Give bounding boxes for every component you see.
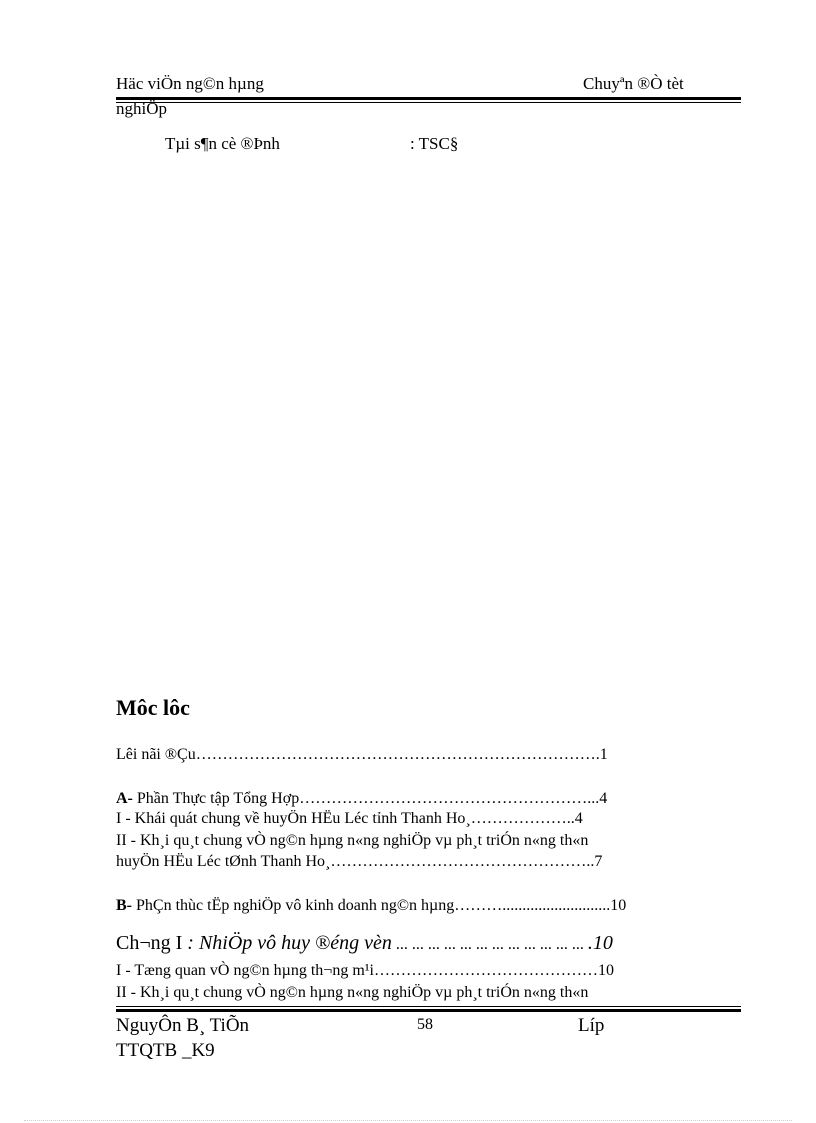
toc-a-item-2-line1: II - Kh¸i qu¸t chung vÒ ng©n hµng n«ng nghiÖp vµ ph¸t triÓn n«ng th«n	[116, 832, 589, 849]
toc-chapter-1	[116, 932, 613, 955]
header-rule-thin	[116, 102, 741, 103]
toc-a-item-2-line2: huyÖn HËu Léc tØnh Thanh Ho¸…………………………………………..7	[116, 853, 603, 870]
toc-part-b-prefix: B-	[116, 897, 132, 914]
toc-title: Môc lôc	[116, 695, 190, 720]
footer-class-label: Líp	[578, 1015, 605, 1036]
toc-chapter-1-dots: ... ... ... ... ... ... ... ... ... ... ... ...	[391, 936, 588, 953]
page-bottom-border	[24, 1120, 792, 1121]
toc-chapter-1-page: .10	[587, 932, 613, 954]
fixed-asset-label: Tµi s¶n cè ®Þnh	[165, 134, 280, 153]
toc-part-a	[116, 790, 607, 808]
footer-rule-thin	[116, 1006, 741, 1007]
footer-author: NguyÔn B¸ TiÕn	[116, 1015, 250, 1036]
header-wrap: nghiÖp	[116, 99, 167, 118]
header-right: Chuyªn ®Ò tèt	[583, 74, 684, 93]
toc-a-item-1: I - Khái quát chung về huyÖn HËu Léc tỉnh Thanh Ho¸………………..4	[116, 810, 583, 827]
toc-part-a-text: Phần Thực tập Tổng Hợp………………………………………………...4	[132, 790, 608, 807]
toc-chapter-item-2: II - Kh¸i qu¸t chung vÒ ng©n hµng n«ng nghiÖp vµ ph¸t triÓn n«ng th«n	[116, 984, 589, 1001]
fixed-asset-value: : TSC§	[410, 134, 459, 153]
footer-rule-thick	[116, 1009, 741, 1012]
header-rule-thick	[116, 97, 741, 100]
toc-part-b	[116, 897, 626, 915]
toc-chapter-1-prefix: Ch¬ng I	[116, 932, 183, 954]
header-left: Häc viÖn ng©n hµng	[116, 74, 264, 93]
toc-chapter-item-1: I - Tæng quan vÒ ng©n hµng th¬ng m¹i……………………………………10	[116, 962, 614, 979]
toc-part-b-text: PhÇn thùc tËp nghiÖp vô kinh doanh ng©n hµng………...........................10	[132, 897, 627, 914]
footer-class-code: TTQTB _K9	[116, 1040, 215, 1061]
toc-chapter-1-title: : NhiÖp vô huy ®éng vèn	[182, 932, 392, 954]
toc-intro: Lêi nãi ®Çu………………………………………………………………….1	[116, 746, 608, 763]
footer-page-number: 58	[417, 1016, 433, 1033]
toc-part-a-prefix: A-	[116, 790, 133, 807]
